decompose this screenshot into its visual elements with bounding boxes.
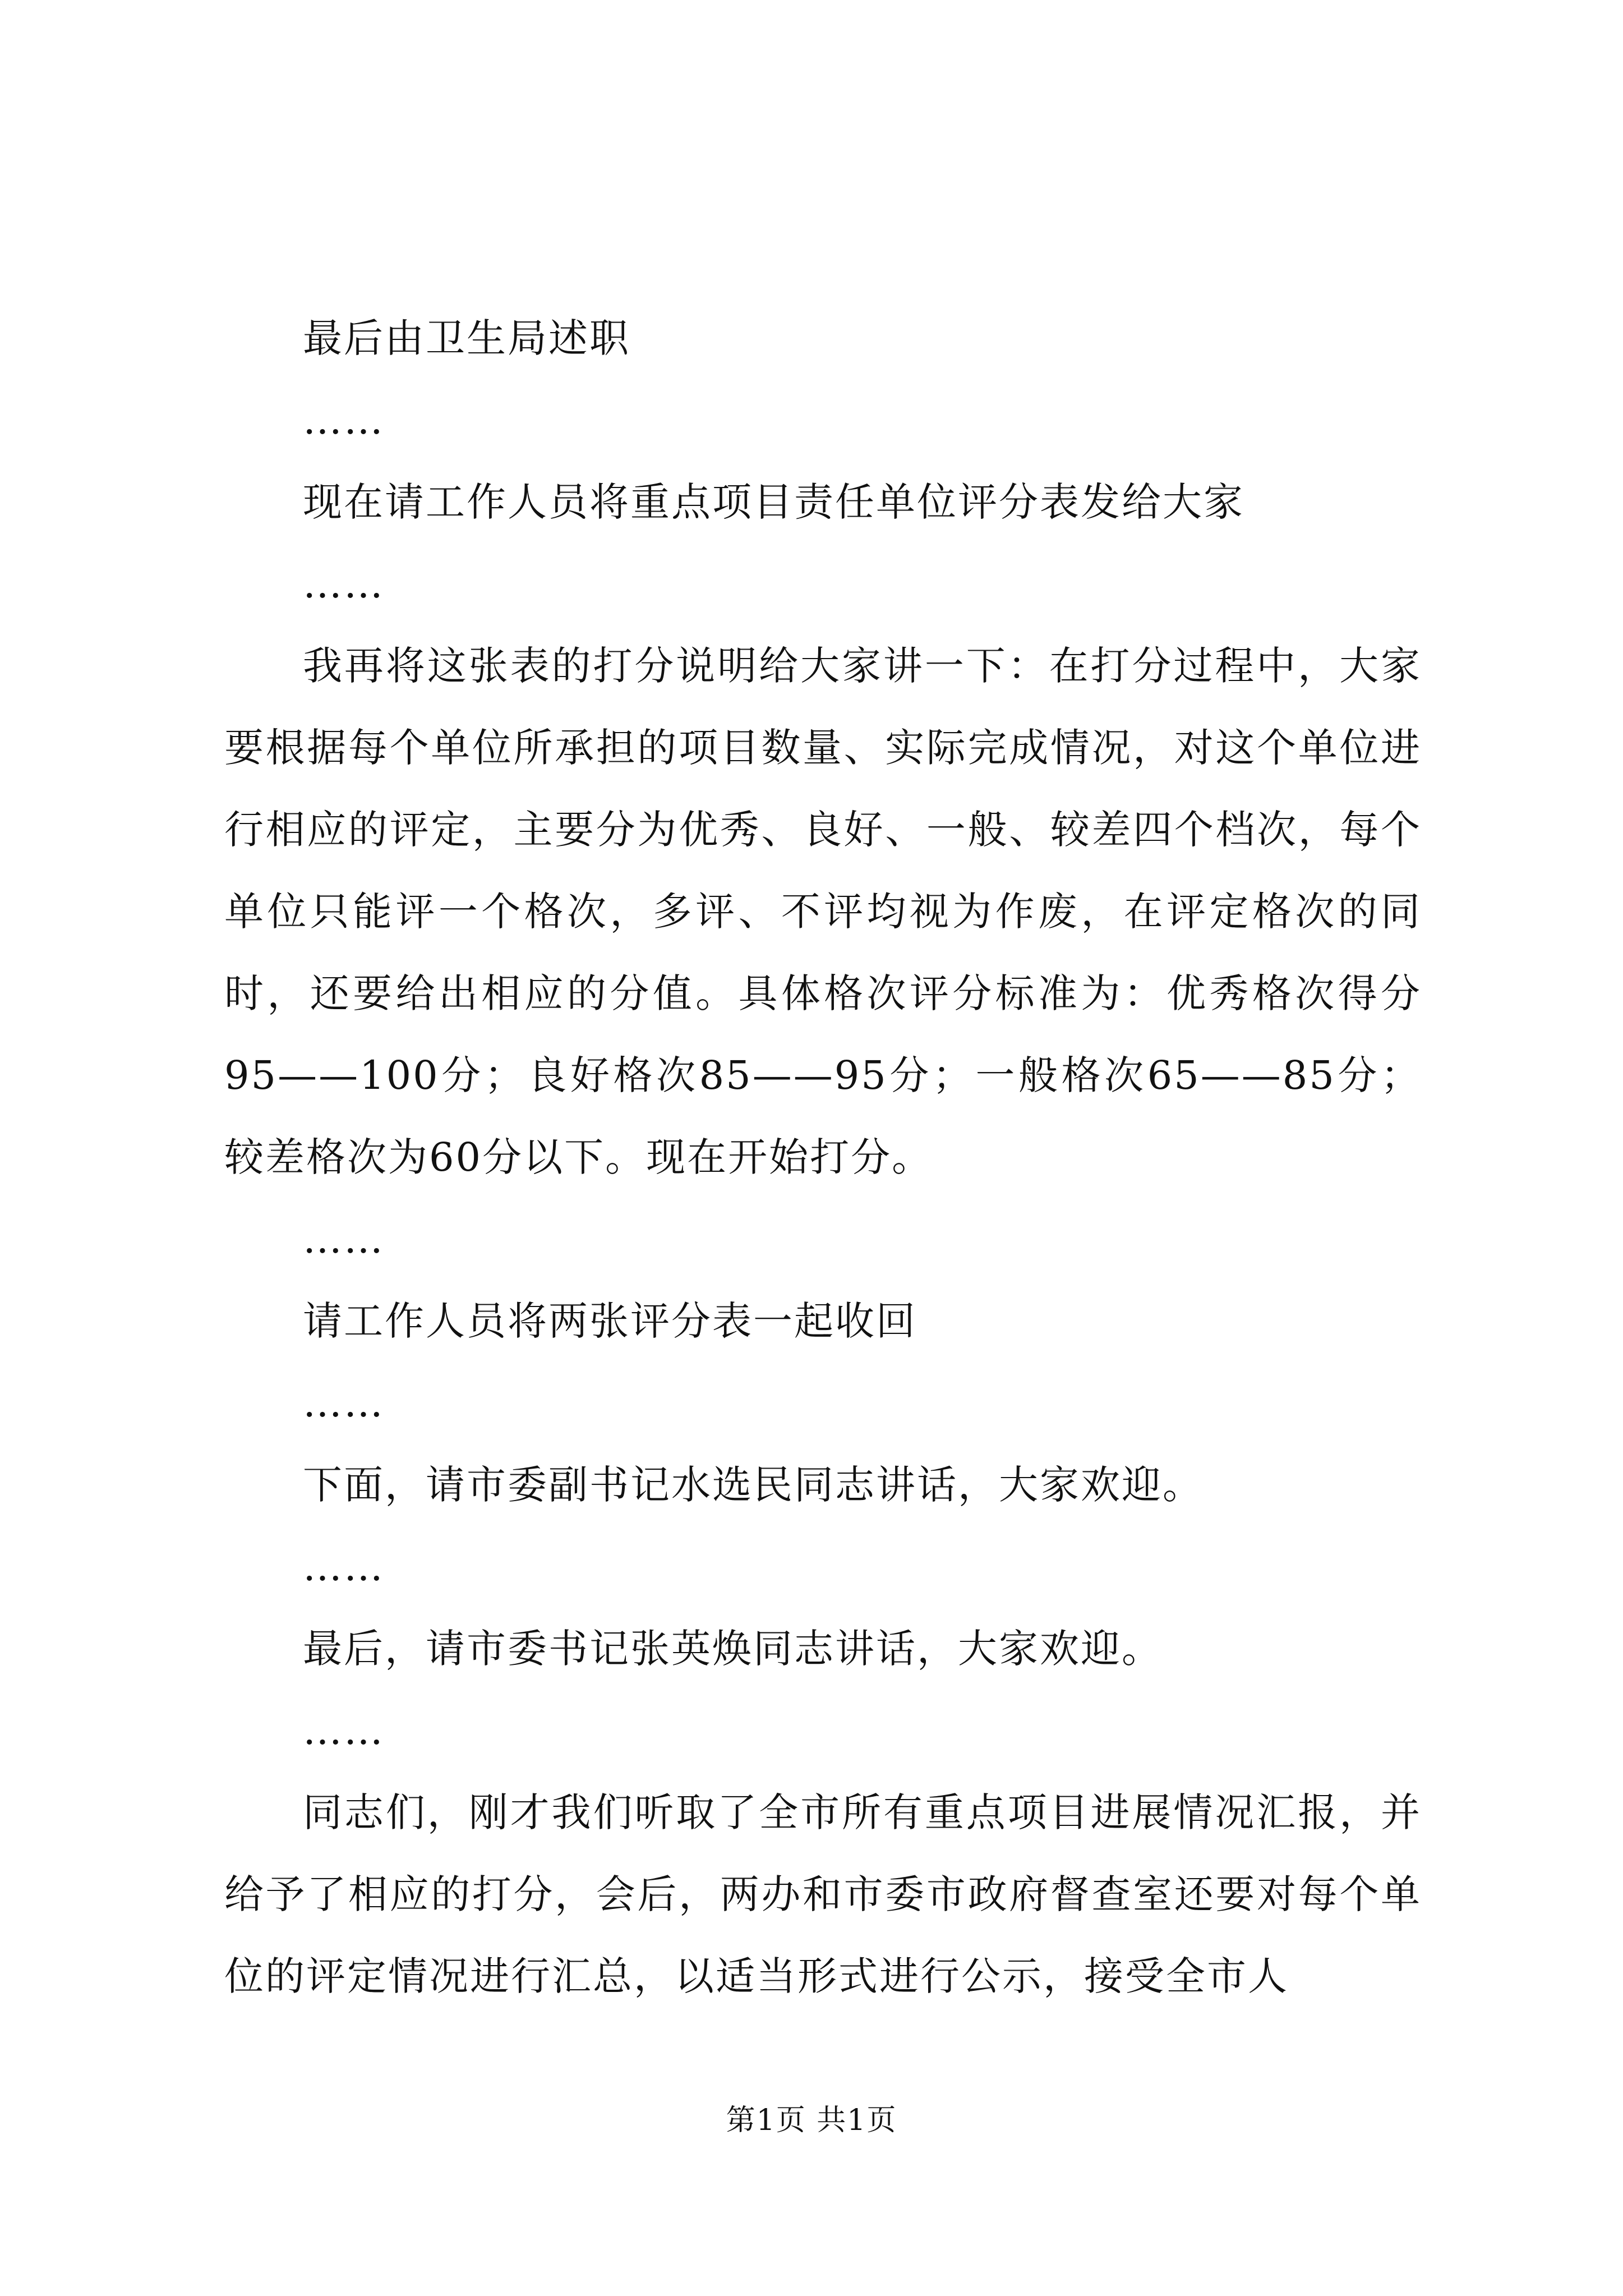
paragraph: 下面，请市委副书记水选民同志讲话，大家欢迎。 (303, 1462, 1204, 1508)
ellipsis-line: …… (303, 1216, 385, 1262)
ellipsis-line: …… (303, 561, 385, 607)
paragraph: 最后，请市委书记张英焕同志讲话，大家欢迎。 (303, 1626, 1163, 1672)
ellipsis-line: …… (303, 1708, 385, 1754)
paragraph: 请工作人员将两张评分表一起收回 (303, 1298, 917, 1344)
ellipsis-line: …… (303, 1544, 385, 1590)
paragraph: 最后由卫生局述职 (303, 315, 630, 361)
ellipsis-line: …… (303, 1380, 385, 1426)
ellipsis-line: …… (303, 397, 385, 443)
paragraph: 现在请工作人员将重点项目责任单位评分表发给大家 (303, 479, 1244, 525)
document-body (224, 297, 1422, 2017)
paragraph: 同志们，刚才我们听取了全市所有重点项目进展情况汇报，并给予了相应的打分，会后，两办和市委市政府督查室还要对每个单位的评定情况进行汇总，以适当形式进行公示，接受全市人 (224, 1789, 1422, 1999)
page-footer: 第1页 共1页 (726, 2104, 897, 2137)
paragraph: 我再将这张表的打分说明给大家讲一下：在打分过程中，大家要根据每个单位所承担的项目数量、实际完成情况，对这个单位进行相应的评定，主要分为优秀、良好、一般、较差四个档次，每个单位只能评一个格次，多评、不评均视为作废，在评定格次的同时，还要给出相应的分值。具体格次评分标准为：优秀格次得分95——100分；良好格次85——95分；一般格次65——85分；较差格次为60分以下。现在开始打分。 (224, 643, 1422, 1180)
